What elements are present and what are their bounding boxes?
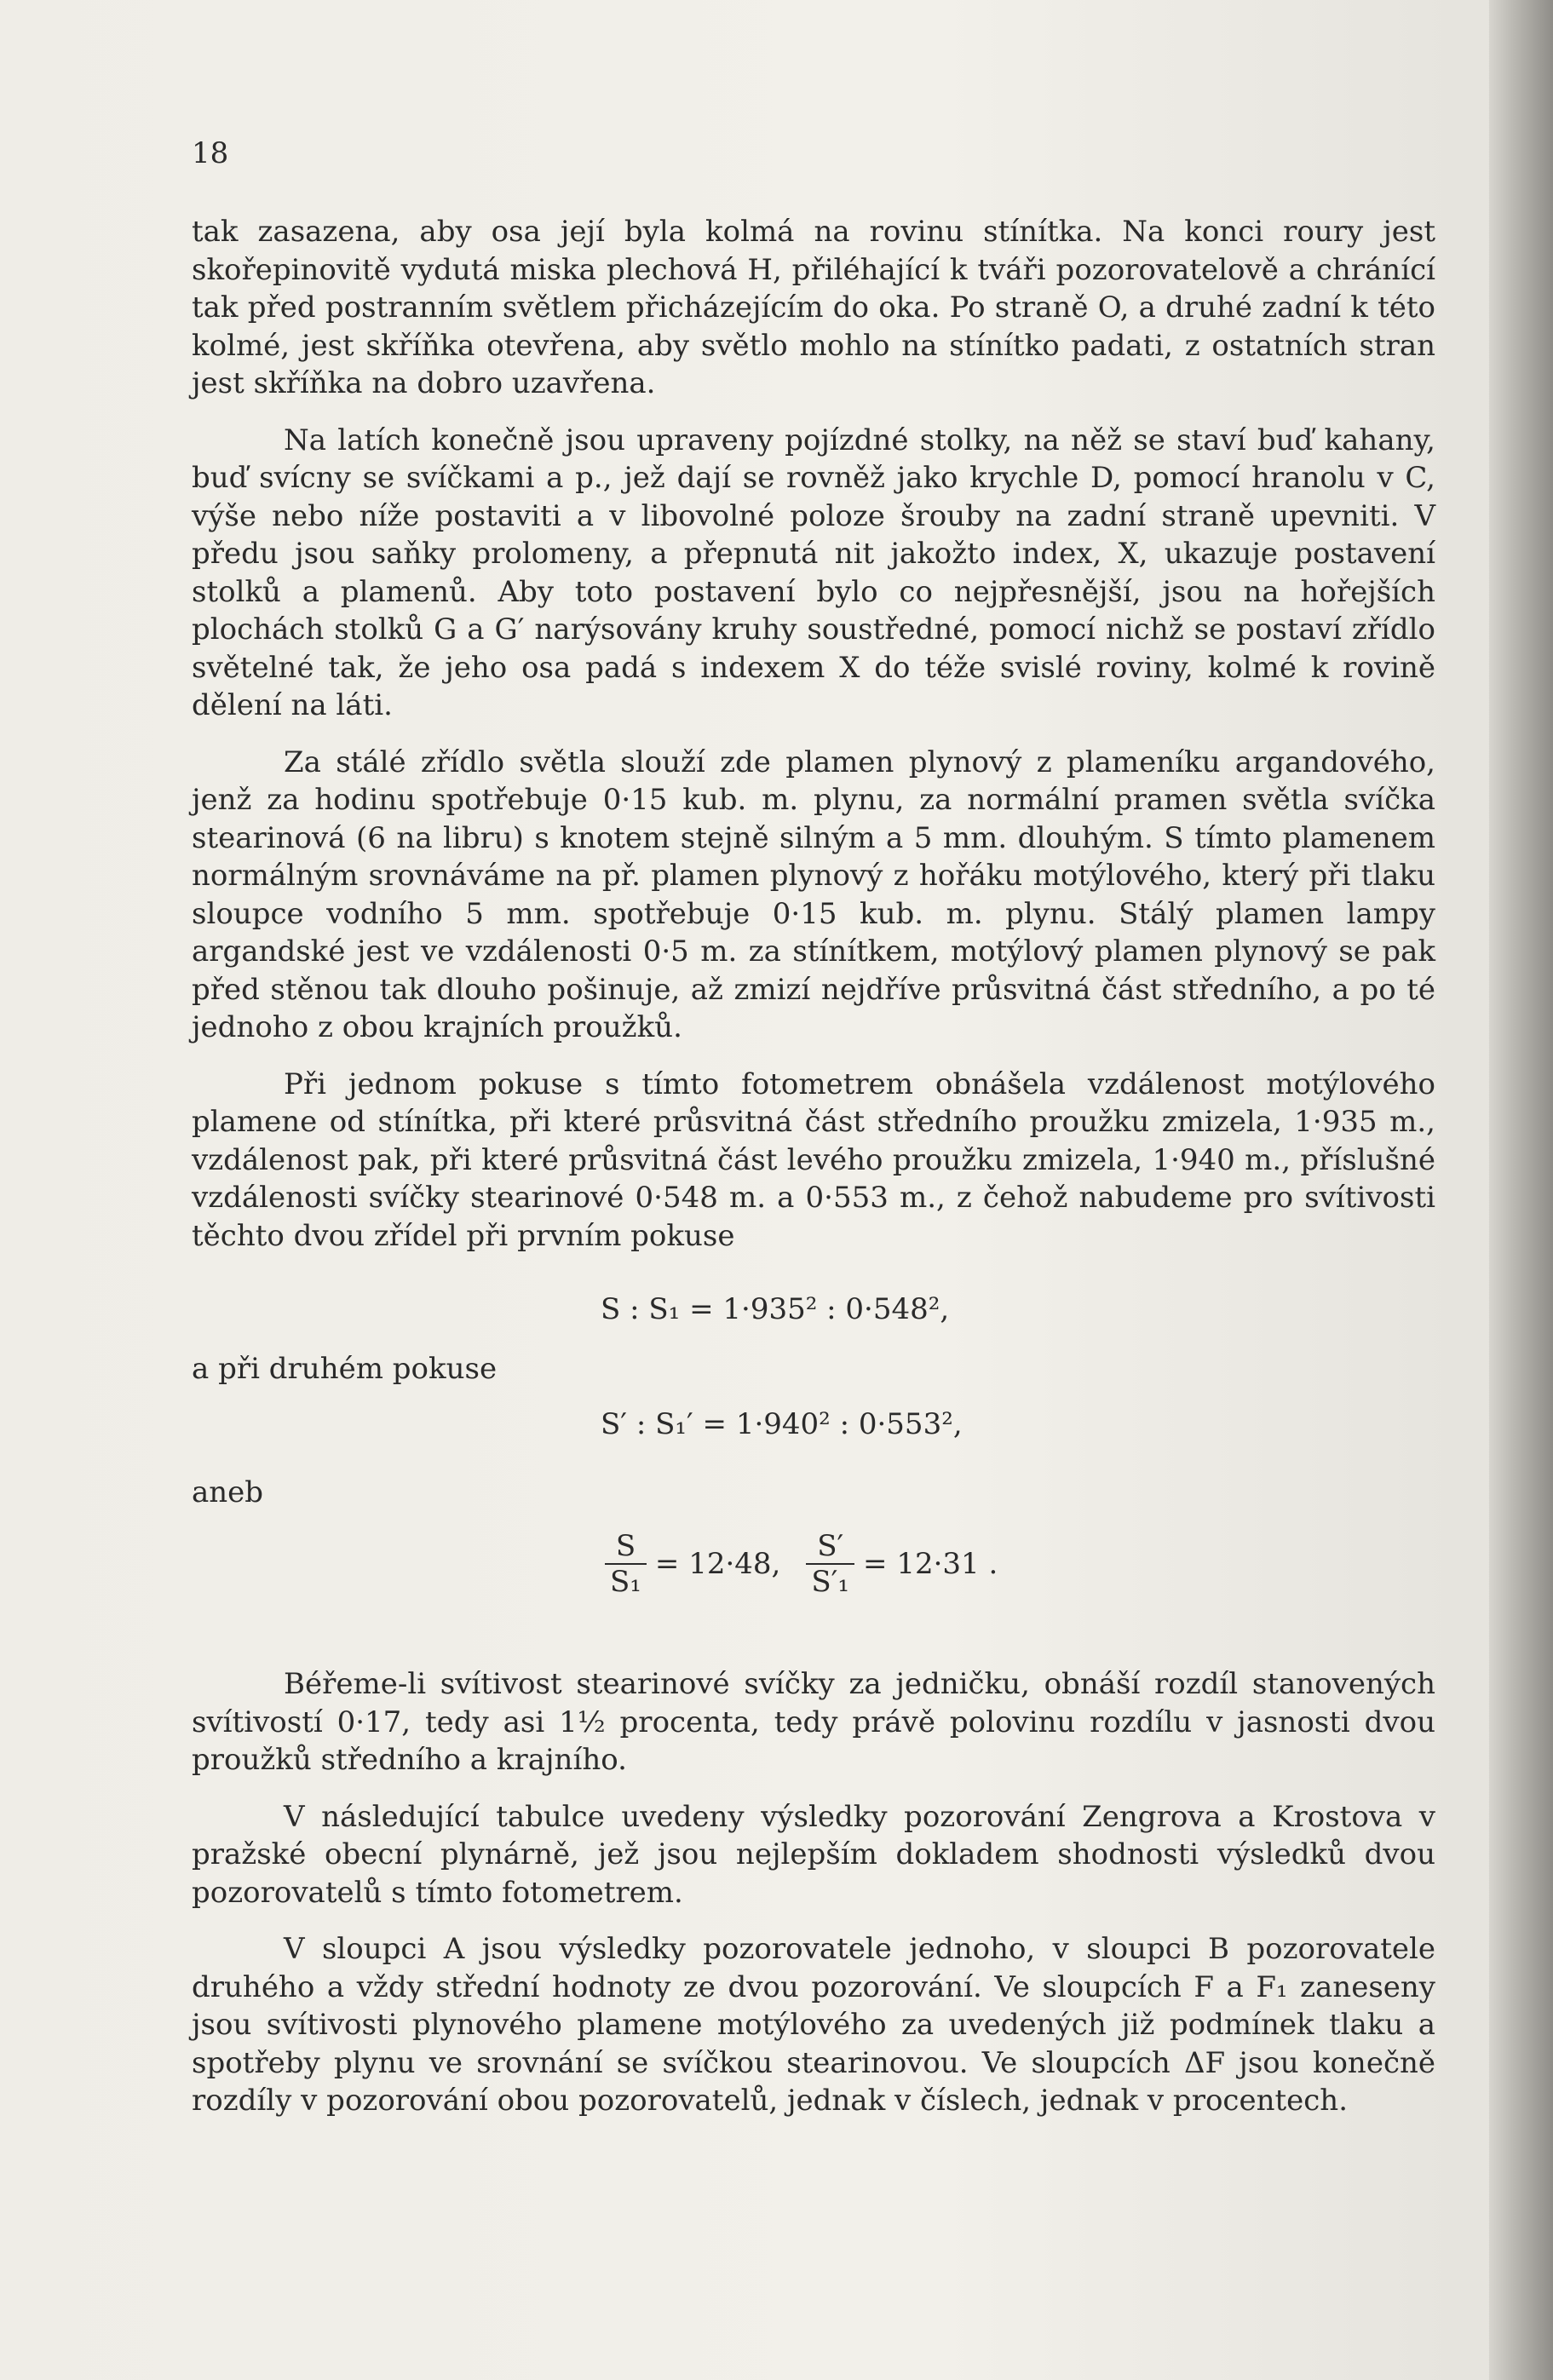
label-second-trial: a při druhém pokuse <box>192 1352 498 1386</box>
paragraph-1: tak zasazena, aby osa její byla kolmá na rovinu stínítka. Na konci roury jest skořepinovitě vydutá miska plechová H, přiléhající k tváři pozorovatelově a chránící tak před postranním světlem přicházejícím do oka. Po straně O, a druhé zadní k této kolmé, jest skříňka otevřena, aby světlo mohlo na stínítko padati, z ostatních stran jest skříňka na dobro uzavřena. <box>192 215 1435 400</box>
paragraph-3: Za stálé zřídlo světla slouží zde plamen plynový z plameníku argandového, jenž za hodinu spotřebuje 0·15 kub. m. plynu, za normální pramen světla svíčka stearinová (6 na libru) s knotem stejně silným a 5 mm. dlouhým. S tímto plamenem normálným srovnáváme na př. plamen plynový z hořáku motýlového, který při tlaku sloupce vodního 5 mm. spotřebuje 0·15 kub. m. plynu. Stálý plamen lampy argandské jest ve vzdálenosti 0·5 m. za stínítkem, motýlový plamen plynový se pak před stěnou tak dlouho pošinuje, až zmizí nejdříve průsvitná část středního, a po té jednoho z obou krajních proužků. <box>192 744 1435 1044</box>
equation-first-trial: S : S₁ = 1·935² : 0·548², <box>601 1292 950 1326</box>
equation-second-trial: S′ : S₁′ = 1·940² : 0·553², <box>601 1407 963 1441</box>
fraction-second-numerator: S′ <box>806 1529 854 1565</box>
fraction-second-denominator: S′₁ <box>811 1565 850 1599</box>
paragraph-7: V sloupci A jsou výsledky pozorovatele jednoho, v sloupci B pozorovatele druhého a vždy střední hodnoty ze dvou pozorování. Ve sloupcích F a F₁ zaneseny jsou svítivosti plynového plamene motýlového za uvedených již podmínek tlaku a spotřeby plynu ve srovnání se svíčkou stearinovou. Ve sloupcích ΔF jsou konečně rozdíly v pozorování obou pozorovatelů, jednak v číslech, jednak v procentech. <box>192 1932 1435 2118</box>
fraction-first-value: = 12·48, <box>654 1546 781 1581</box>
paragraph-6: V následující tabulce uvedeny výsledky pozorování Zengrova a Krostova v pražské obecní plynárně, jež jsou nejlepším dokladem shodnosti výsledků dvou pozorovatelů s tímto fotometrem. <box>192 1799 1435 1910</box>
fraction-first <box>605 1529 647 1599</box>
page-number: 18 <box>192 136 229 170</box>
paragraph-4: Při jednom pokuse s tímto fotometrem obnášela vzdálenost motýlového plamene od stínítka, při které průsvitná část středního proužku zmizela, 1·935 m., vzdálenost pak, při které průsvitná část levého proužku zmizela, 1·940 m., příslušné vzdálenosti svíčky stearinové 0·548 m. a 0·553 m., z čehož nabudeme pro svítivosti těchto dvou zřídel při prvním pokuse <box>192 1066 1435 1253</box>
book-binding-edge <box>1489 0 1553 2380</box>
paragraph-5: Béřeme-li svítivost stearinové svíčky za jedničku, obnáší rozdíl stanovených svítivostí 0·17, tedy asi 1½ procenta, tedy právě polovinu rozdílu v jasnosti dvou proužků středního a krajního. <box>192 1667 1435 1777</box>
paragraph-2: Na latích konečně jsou upraveny pojízdné stolky, na něž se staví buď kahany, buď svícny se svíčkami a p., jež dají se rovněž jako krychle D, pomocí hranolu v C, výše nebo níže postaviti a v libovolné poloze šrouby na zadní straně upevniti. V předu jsou saňky prolomeny, a přepnutá nit jakožto index, X, ukazuje postavení stolků a plamenů. Aby toto postavení bylo co nejpřesnější, jsou na hořejších plochách stolků G a G′ narýsovány kruhy soustředné, pomocí nichž se postaví zřídlo světelné tak, že jeho osa padá s indexem X do téže svislé roviny, kolmé k rovině dělení na láti. <box>192 423 1435 722</box>
formula-block <box>192 1273 1435 1648</box>
fraction-second <box>806 1529 854 1599</box>
label-aneb: aneb <box>192 1475 264 1509</box>
fraction-first-denominator: S₁ <box>610 1565 641 1599</box>
fraction-results <box>605 1529 998 1599</box>
body-text <box>192 213 1435 2139</box>
fraction-second-value: = 12·31 . <box>863 1546 998 1581</box>
fraction-first-numerator: S <box>605 1529 647 1565</box>
